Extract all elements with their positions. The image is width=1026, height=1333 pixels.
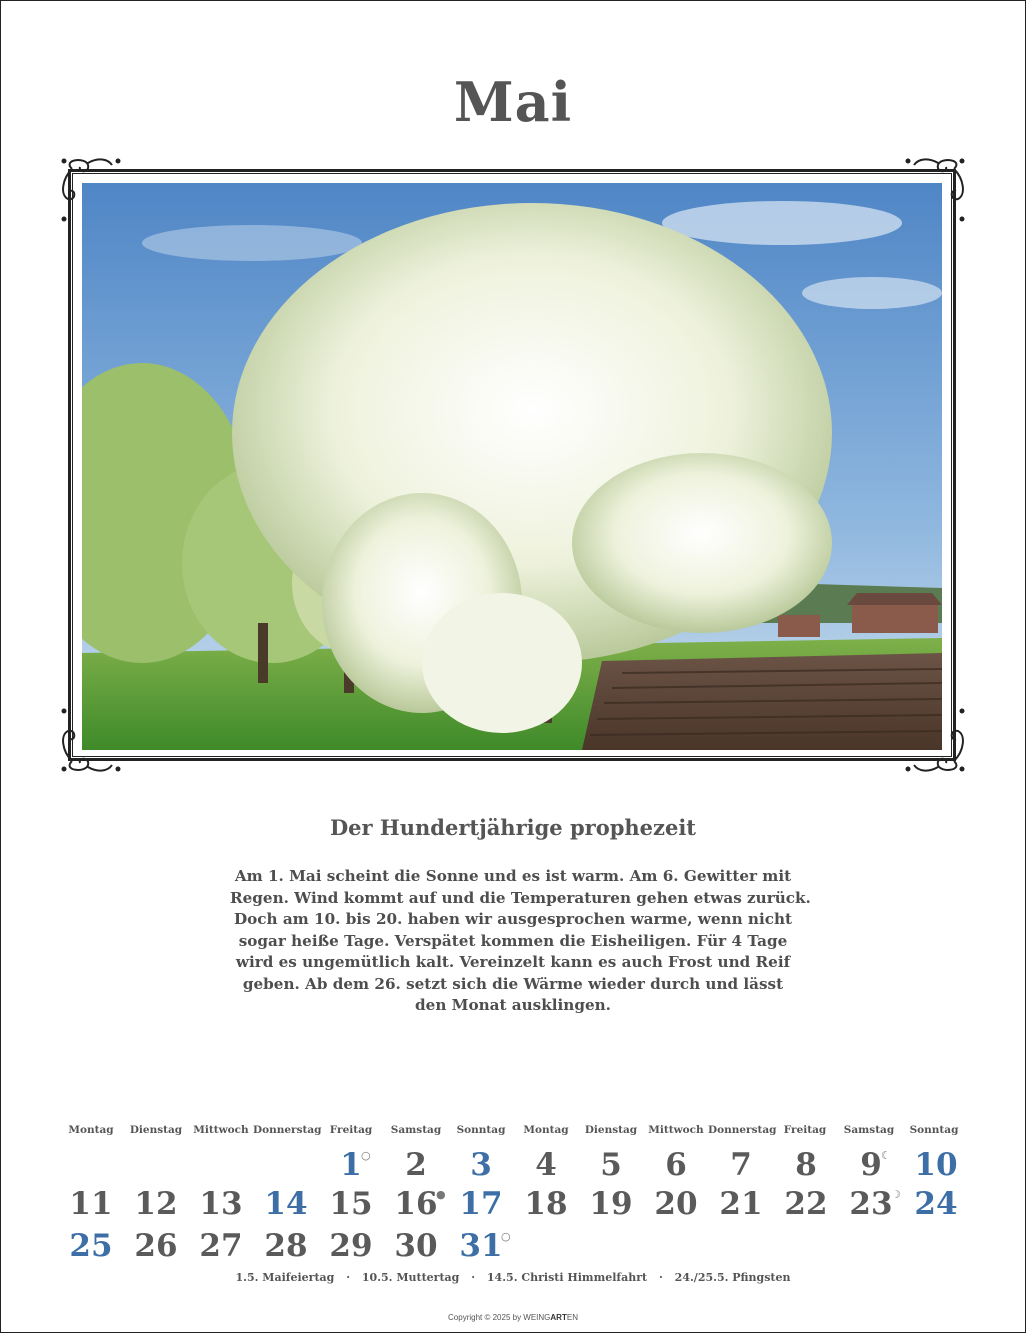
calendar-day: 26: [134, 1228, 178, 1264]
moon-phase-icon: ○: [361, 1149, 371, 1162]
moon-phase-icon: ☾: [881, 1149, 891, 1162]
weekday-label: Mittwoch: [648, 1124, 704, 1136]
prophecy-line: sogar heiße Tage. Verspätet kommen die Eisheiligen. Für 4 Tage: [238, 931, 788, 950]
calendar-day: 9: [860, 1147, 882, 1183]
prophecy-line: den Monat ausklingen.: [415, 996, 611, 1014]
weekday-label: Montag: [68, 1124, 114, 1136]
calendar-day: 23: [849, 1186, 893, 1222]
calendar-day: 10: [914, 1147, 958, 1183]
copyright-suffix: EN: [566, 1313, 578, 1322]
copyright-prefix: Copyright © 2025 by WEING: [448, 1313, 551, 1322]
calendar-day: 6: [665, 1147, 687, 1183]
weekday-label: Samstag: [390, 1124, 442, 1136]
weekday-label: Freitag: [329, 1124, 373, 1136]
calendar-day: 11: [69, 1186, 113, 1222]
calendar-day: 31: [459, 1228, 503, 1264]
weekday-label: Sonntag: [456, 1124, 506, 1136]
calendar-day: 4: [535, 1147, 557, 1183]
copyright-line: [0, 1313, 1026, 1322]
copyright-brand: ART: [550, 1313, 567, 1322]
blossom-tree-photo: [82, 183, 942, 750]
calendar-day: 7: [730, 1147, 752, 1183]
calendar-day: 5: [600, 1147, 622, 1183]
holiday-item: 24./25.5. Pfingsten: [674, 1271, 791, 1284]
weekday-label: Donnerstag: [708, 1124, 777, 1136]
calendar-day: 8: [795, 1147, 817, 1183]
prophecy-line: wird es ungemütlich kalt. Vereinzelt kann es auch Frost und Reif: [235, 953, 791, 971]
holiday-item: 1.5. Maifeiertag: [235, 1271, 335, 1284]
holiday-separator: ·: [658, 1271, 663, 1284]
holiday-separator: ·: [346, 1271, 351, 1284]
calendar-day: 3: [470, 1147, 492, 1183]
calendar-day: 27: [199, 1228, 243, 1264]
weekday-label: Freitag: [783, 1124, 827, 1136]
calendar-day: 28: [264, 1228, 308, 1264]
weekday-label: Mittwoch: [193, 1124, 249, 1136]
moon-phase-icon: ●: [436, 1188, 446, 1201]
prophecy-heading: Der Hundertjährige prophezeit: [329, 815, 697, 840]
weekday-label: Montag: [523, 1124, 569, 1136]
calendar-day: 2: [405, 1147, 427, 1183]
holiday-separator: ·: [471, 1271, 476, 1284]
calendar-day: 1: [340, 1147, 362, 1183]
weekday-label: Samstag: [843, 1124, 895, 1136]
prophecy-text: [230, 866, 811, 1017]
calendar-day: 12: [134, 1186, 178, 1222]
weekday-label: Dienstag: [584, 1124, 638, 1136]
calendar-day: 13: [199, 1186, 243, 1222]
prophecy-line: Regen. Wind kommt auf und die Temperaturen gehen etwas zurück.: [230, 888, 811, 907]
prophecy-line: Am 1. Mai scheint die Sonne und es ist warm. Am 6. Gewitter mit: [234, 867, 792, 885]
calendar-day: 14: [264, 1186, 308, 1222]
calendar-day: 20: [654, 1186, 698, 1222]
calendar-day: 16: [394, 1186, 438, 1222]
holiday-item: 10.5. Muttertag: [361, 1271, 460, 1284]
month-title: Mai: [453, 70, 573, 134]
weekday-label: Sonntag: [909, 1124, 959, 1136]
moon-phase-icon: ☽: [891, 1188, 901, 1201]
calendar-day: 29: [329, 1228, 373, 1264]
weekday-label: Donnerstag: [253, 1124, 322, 1136]
calendar-day: 19: [589, 1186, 633, 1222]
moon-phase-icon: ○: [501, 1230, 511, 1243]
weekday-header-row: [59, 1124, 969, 1140]
calendar-day: 24: [914, 1186, 958, 1222]
holiday-list: [0, 1271, 1026, 1284]
prophecy-line: Doch am 10. bis 20. haben wir ausgesprochen warme, wenn nicht: [233, 910, 793, 928]
calendar-day: 17: [459, 1186, 503, 1222]
holiday-item: 14.5. Christi Himmelfahrt: [486, 1271, 648, 1284]
calendar-day: 22: [784, 1186, 828, 1222]
prophecy-line: geben. Ab dem 26. setzt sich die Wärme wieder durch und lässt: [242, 974, 784, 993]
calendar-day: 18: [524, 1186, 568, 1222]
calendar-day: 21: [719, 1186, 763, 1222]
calendar-day: 25: [69, 1228, 113, 1264]
weekday-label: Dienstag: [129, 1124, 183, 1136]
calendar-day: 15: [329, 1186, 373, 1222]
calendar-day: 30: [394, 1228, 438, 1264]
